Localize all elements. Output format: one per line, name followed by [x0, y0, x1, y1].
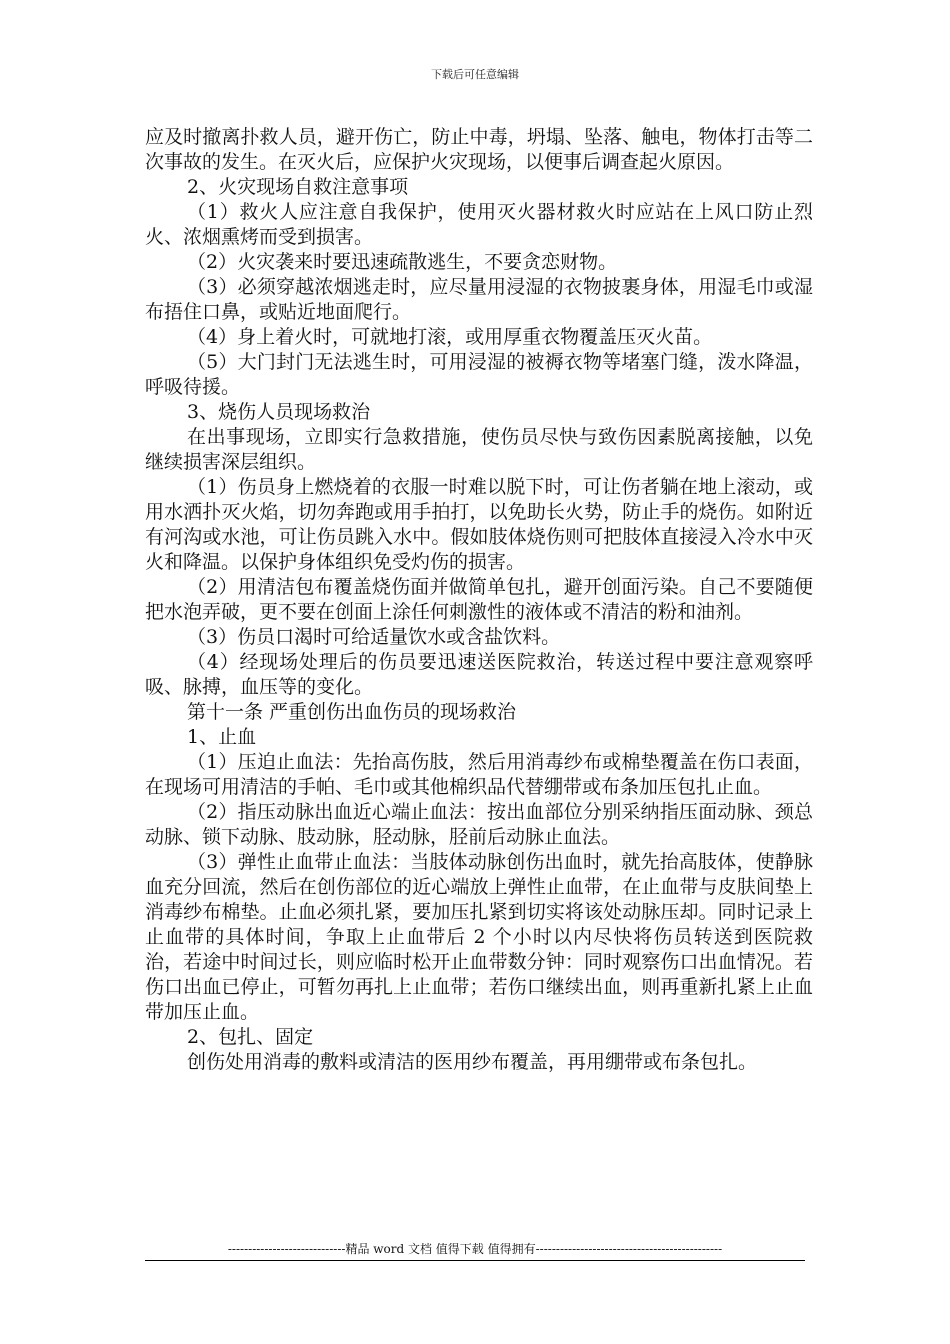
section-heading: 2、火灾现场自救注意事项: [187, 176, 409, 198]
section-heading: 3、烧伤人员现场救治: [187, 401, 371, 423]
page-footer: -----------------------------精品 word 文档 值得下载 值得拥有----------------------------------------------: [145, 1240, 805, 1261]
paragraph: （2）火灾袭来时要迅速疏散逃生，不要贪恋财物。: [187, 251, 618, 273]
section-heading: 2、包扎、固定: [187, 1026, 314, 1048]
paragraph: （3）弹性止血带止血法：当肢体动脉创伤出血时，就先抬高肢体，使静脉血充分回流，然后在创伤部位的近心端放上弹性止血带，在止血带与皮肤间垫上消毒纱布棉垫。止血必须扎紧，要加压扎紧到切实将该处动脉压却。同时记录上止血带的具体时间，争取上止血带后 2 个小时以内尽快将伤员转送到医院救治，若途中时间过长，则应临时松开止血带数分钟：同时观察伤口出血情况。若伤口出血已停止，可暂勿再扎上止血带；若伤口继续出血，则再重新扎紧上止血带加压止血。: [145, 851, 813, 1023]
paragraph: （5）大门封门无法逃生时，可用浸湿的被褥衣物等堵塞门缝，泼水降温，呼吸待援。: [145, 351, 813, 398]
document-body: [145, 125, 813, 1075]
paragraph: （4）经现场处理后的伤员要迅速送医院救治，转送过程中要注意观察呼吸、脉搏，血压等的变化。: [145, 651, 813, 698]
article-heading: 第十一条 严重创伤出血伤员的现场救治: [187, 701, 517, 723]
paragraph: （3）必须穿越浓烟逃走时，应尽量用浸湿的衣物披裹身体，用湿毛巾或湿布捂住口鼻，或贴近地面爬行。: [145, 276, 813, 323]
page-header: 下载后可任意编辑: [431, 68, 519, 81]
paragraph: （2）指压动脉出血近心端止血法：按出血部位分别采纳指压面动脉、颈总动脉、锁下动脉、肢动脉，胫动脉，胫前后动脉止血法。: [145, 801, 813, 848]
paragraph: （3）伤员口渴时可给适量饮水或含盐饮料。: [187, 626, 561, 648]
paragraph: （4）身上着火时，可就地打滚，或用厚重衣物覆盖压灭火苗。: [187, 326, 713, 348]
paragraph: （1）伤员身上燃烧着的衣服一时难以脱下时，可让伤者躺在地上滚动，或用水洒扑灭火焰，切勿奔跑或用手拍打，以免助长火势，防止手的烧伤。如附近有河沟或水池，可让伤员跳入水中。假如肢体烧伤则可把肢体直接浸入冷水中灭火和降温。以保护身体组织免受灼伤的损害。: [145, 476, 813, 573]
paragraph: 应及时撤离扑救人员，避开伤亡，防止中毒，坍塌、坠落、触电，物体打击等二次事故的发生。在灭火后，应保护火灾现场，以便事后调查起火原因。: [145, 126, 813, 173]
section-heading: 1、止血: [187, 726, 257, 748]
paragraph: 在出事现场，立即实行急救措施，使伤员尽快与致伤因素脱离接触，以免继续损害深层组织。: [145, 426, 813, 473]
paragraph: （1）压迫止血法：先抬高伤肢，然后用消毒纱布或棉垫覆盖在伤口表面，在现场可用清洁的手帕、毛巾或其他棉织品代替绷带或布条加压包扎止血。: [145, 751, 813, 798]
paragraph: 创伤处用消毒的敷料或清洁的医用纱布覆盖，再用绷带或布条包扎。: [187, 1051, 758, 1073]
paragraph: （2）用清洁包布覆盖烧伤面并做简单包扎，避开创面污染。自己不要随便把水泡弄破，更不要在创面上涂任何刺激性的液体或不清洁的粉和油剂。: [145, 576, 813, 623]
paragraph: （1）救火人应注意自我保护，使用灭火器材救火时应站在上风口防止烈火、浓烟熏烤而受到损害。: [145, 201, 813, 248]
